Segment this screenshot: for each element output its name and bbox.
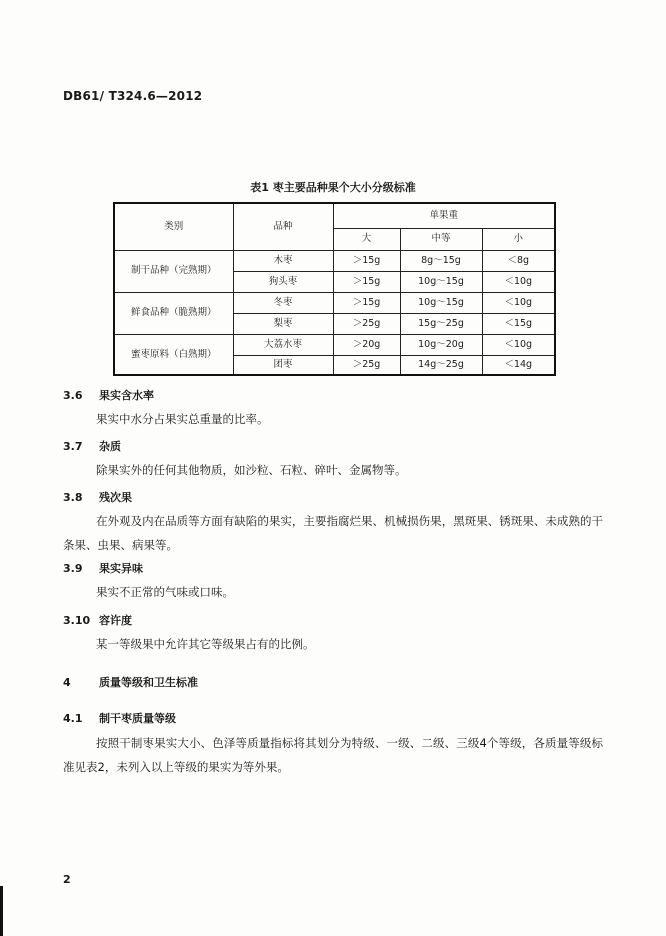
medium-cell: 10g～15g [400,292,482,313]
section-number: 3.8 [63,491,83,504]
section-body-3-6: 果实中水分占果实总重量的比率。 [96,412,269,426]
section-heading-3-8 [63,489,132,505]
header-large: 大 [333,228,400,250]
section-body-3-8: 在外观及内在品质等方面有缺陷的果实，主要指腐烂果、机械损伤果，黑斑果、锈斑果、未成熟的干条果、虫果、病果等。 [63,514,603,552]
section-heading-4-1 [63,710,176,726]
variety-cell: 木枣 [233,250,333,271]
section-title: 杂质 [99,440,121,453]
table-title: 表1 枣主要品种果个大小分级标准 [250,181,416,194]
scan-edge-mark [0,886,3,936]
medium-cell: 8g～15g [400,250,482,271]
section-number: 3.6 [63,389,83,402]
section-heading-3-9 [63,560,143,576]
section-number: 3.10 [63,614,91,627]
section-title: 残次果 [99,491,132,504]
variety-cell: 冬枣 [233,292,333,313]
category-cell: 制干品种（完熟期） [114,250,233,292]
small-cell: ＜15g [482,313,555,334]
medium-cell: 15g～25g [400,313,482,334]
variety-cell: 团枣 [233,355,333,375]
large-cell: ＞25g [333,355,400,375]
section-body-3-7: 除果实外的任何其他物质，如沙粒、石粒、碎叶、金属物等。 [96,463,407,477]
variety-cell: 大荔水枣 [233,334,333,355]
section-title: 果实含水率 [99,389,154,402]
small-cell: ＜10g [482,334,555,355]
category-cell: 蜜枣原料（白熟期） [114,334,233,375]
variety-cell: 梨枣 [233,313,333,334]
section-title: 果实异味 [99,562,143,575]
standard-code: DB61/ T324.6—2012 [63,89,203,103]
large-cell: ＞15g [333,292,400,313]
section-heading-3-7 [63,438,121,454]
section-title: 质量等级和卫生标准 [99,676,198,689]
section-number: 3.7 [63,440,83,453]
header-medium: 中等 [400,228,482,250]
medium-cell: 10g～20g [400,334,482,355]
small-cell: ＜8g [482,250,555,271]
small-cell: ＜14g [482,355,555,375]
section-body-3-9: 果实不正常的气味或口味。 [96,585,234,599]
section-title: 制干枣质量等级 [99,712,176,725]
header-category: 类别 [114,203,233,250]
section-number: 4.1 [63,712,83,725]
page-number: 2 [63,873,71,886]
medium-cell: 10g～15g [400,271,482,292]
large-cell: ＞25g [333,313,400,334]
large-cell: ＞20g [333,334,400,355]
category-cell: 鲜食品种（脆熟期） [114,292,233,334]
header-variety: 品种 [233,203,333,250]
large-cell: ＞15g [333,271,400,292]
variety-cell: 狗头枣 [233,271,333,292]
medium-cell: 14g～25g [400,355,482,375]
small-cell: ＜10g [482,292,555,313]
small-cell: ＜10g [482,271,555,292]
section-heading-3-6 [63,387,154,403]
section-title: 容许度 [99,614,132,627]
large-cell: ＞15g [333,250,400,271]
section-heading-4 [63,674,198,690]
section-body-4-1: 按照干制枣果实大小、色泽等质量指标将其划分为特级、一级、二级、三级4个等级，各质量等级标准见表2，未列入以上等级的果实为等外果。 [63,736,603,774]
header-fruit-weight: 单果重 [333,203,555,228]
section-heading-3-10 [63,612,132,628]
header-small: 小 [482,228,555,250]
section-number: 3.9 [63,562,83,575]
size-grading-table [113,202,556,376]
section-number: 4 [63,676,71,689]
section-body-3-10: 某一等级果中允许其它等级果占有的比例。 [96,637,315,651]
